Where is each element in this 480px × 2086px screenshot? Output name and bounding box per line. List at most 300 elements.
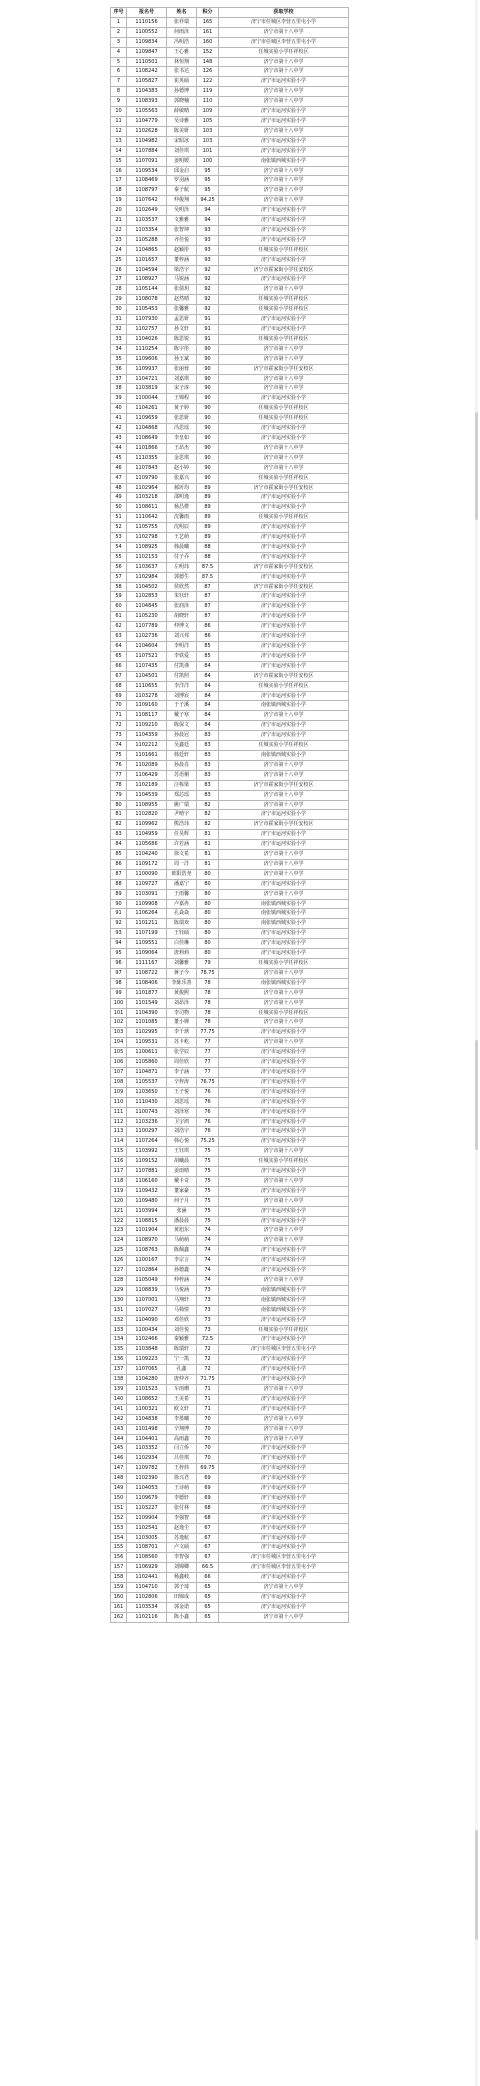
cell-score: 94 [197, 206, 219, 216]
cell-registration-no: 1101661 [127, 750, 167, 760]
cell-school: 济宁市第十八中学 [219, 869, 349, 879]
cell-index: 94 [111, 939, 127, 949]
cell-school: 济宁市运河实验小学 [219, 503, 349, 513]
cell-score: 152 [197, 47, 219, 57]
cell-registration-no: 1110430 [127, 1097, 167, 1107]
table-row [111, 542, 349, 552]
cell-registration-no: 1108970 [127, 1236, 167, 1246]
table-row [111, 1206, 349, 1216]
cell-registration-no: 1107435 [127, 661, 167, 671]
cell-registration-no: 1103534 [127, 1602, 167, 1612]
cell-registration-no: 1104261 [127, 404, 167, 414]
cell-registration-no: 1107001 [127, 1295, 167, 1305]
cell-name: 文雅雅 [167, 216, 197, 226]
cell-school: 济宁市第十八中学 [219, 1384, 349, 1394]
cell-name: 付凯谨 [167, 661, 197, 671]
cell-score: 103 [197, 126, 219, 136]
cell-index: 128 [111, 1276, 127, 1286]
cell-score: 90 [197, 374, 219, 384]
cell-school: 济宁市运河实验小学 [219, 1513, 349, 1523]
cell-index: 150 [111, 1493, 127, 1503]
cell-school: 任城实验小学任祥校区 [219, 305, 349, 315]
table-row [111, 780, 349, 790]
cell-score: 94.25 [197, 196, 219, 206]
cell-index: 38 [111, 384, 127, 394]
cell-name: 潘晨晨 [167, 1216, 197, 1226]
cell-registration-no: 1109847 [127, 47, 167, 57]
cell-name: 赵颖彤 [167, 245, 197, 255]
cell-registration-no: 1104383 [127, 87, 167, 97]
cell-index: 121 [111, 1206, 127, 1216]
cell-score: 72 [197, 1345, 219, 1355]
cell-school: 济宁市运河实验小学 [219, 325, 349, 335]
cell-score: 101 [197, 146, 219, 156]
cell-index: 88 [111, 879, 127, 889]
cell-school: 济宁市运河实验小学 [219, 929, 349, 939]
cell-score: 70 [197, 1454, 219, 1464]
cell-name: 张学辰 [167, 1048, 197, 1058]
cell-school: 济宁市运河实验小学 [219, 939, 349, 949]
cell-index: 4 [111, 47, 127, 57]
cell-score: 75 [197, 1216, 219, 1226]
cell-index: 45 [111, 453, 127, 463]
cell-school: 任城实验小学任祥校区 [219, 513, 349, 523]
cell-index: 144 [111, 1434, 127, 1444]
cell-index: 63 [111, 632, 127, 642]
cell-score: 95 [197, 176, 219, 186]
cell-index: 29 [111, 295, 127, 305]
cell-registration-no: 1100321 [127, 1404, 167, 1414]
cell-index: 139 [111, 1384, 127, 1394]
cell-index: 2 [111, 27, 127, 37]
table-row [111, 473, 349, 483]
cell-registration-no: 1107884 [127, 146, 167, 156]
cell-school: 任城实验小学任祥校区 [219, 473, 349, 483]
table-row [111, 364, 349, 374]
cell-index: 12 [111, 126, 127, 136]
cell-school: 济宁市运河实验小学 [219, 1048, 349, 1058]
cell-name: 张涵 [167, 1206, 197, 1216]
cell-score: 93 [197, 225, 219, 235]
cell-index: 98 [111, 978, 127, 988]
cell-index: 34 [111, 344, 127, 354]
table-row [111, 1295, 349, 1305]
cell-registration-no: 1101866 [127, 443, 167, 453]
cell-school: 济宁市运河实验小学 [219, 107, 349, 117]
cell-school: 南张镇西城实验小学 [219, 156, 349, 166]
cell-index: 48 [111, 483, 127, 493]
cell-index: 27 [111, 275, 127, 285]
cell-name: 李陈乐善 [167, 978, 197, 988]
cell-score: 89 [197, 483, 219, 493]
table-row [111, 889, 349, 899]
cell-school: 济宁市第十八中学 [219, 443, 349, 453]
cell-name: 苏卡屹 [167, 1038, 197, 1048]
cell-index: 156 [111, 1553, 127, 1563]
cell-name: 刘兴邦 [167, 632, 197, 642]
cell-name: 白佳琳 [167, 939, 197, 949]
cell-index: 77 [111, 770, 127, 780]
cell-registration-no: 1102964 [127, 483, 167, 493]
cell-school: 济宁市霍家街小学任安校区 [219, 364, 349, 374]
table-row [111, 1513, 349, 1523]
cell-school: 济宁市第十八中学 [219, 176, 349, 186]
cell-index: 51 [111, 513, 127, 523]
cell-index: 87 [111, 869, 127, 879]
scrollbar-thumb[interactable] [475, 412, 478, 520]
cell-index: 92 [111, 919, 127, 929]
cell-registration-no: 1108652 [127, 1394, 167, 1404]
cell-index: 17 [111, 176, 127, 186]
table-row [111, 661, 349, 671]
cell-name: 王美希 [167, 1394, 197, 1404]
cell-school: 济宁市运河实验小学 [219, 1474, 349, 1484]
cell-school: 济宁市运河实验小学 [219, 424, 349, 434]
table-row [111, 27, 349, 37]
scrollbar-thumb[interactable] [475, 1830, 478, 1940]
table-row [111, 334, 349, 344]
cell-school: 济宁市运河实验小学 [219, 533, 349, 543]
cell-name: 仲博文 [167, 622, 197, 632]
cell-index: 147 [111, 1464, 127, 1474]
cell-index: 136 [111, 1355, 127, 1365]
cell-school: 济宁市第十八中学 [219, 859, 349, 869]
cell-name: 孙德鑫 [167, 1266, 197, 1276]
cell-score: 65 [197, 1612, 219, 1622]
table-row [111, 929, 349, 939]
cell-school: 济宁市运河实验小学 [219, 1246, 349, 1256]
table-row [111, 1553, 349, 1563]
cell-score: 103 [197, 136, 219, 146]
cell-index: 107 [111, 1067, 127, 1077]
cell-score: 91 [197, 315, 219, 325]
cell-score: 110 [197, 97, 219, 107]
cell-name: 张智坤 [167, 225, 197, 235]
cell-registration-no: 1109210 [127, 721, 167, 731]
cell-registration-no: 1105144 [127, 285, 167, 295]
cell-name: 仲俊翔 [167, 196, 197, 206]
cell-score: 94 [197, 216, 219, 226]
cell-school: 济宁市第十八中学 [219, 384, 349, 394]
cell-name: 刘馨雅 [167, 959, 197, 969]
cell-name: 张嘉兴 [167, 473, 197, 483]
cell-school: 任城实验小学任祥校区 [219, 404, 349, 414]
table-row [111, 919, 349, 929]
cell-index: 73 [111, 731, 127, 741]
cell-score: 72.5 [197, 1335, 219, 1345]
cell-score: 73 [197, 1325, 219, 1335]
cell-index: 65 [111, 651, 127, 661]
cell-score: 78 [197, 998, 219, 1008]
table-row [111, 1186, 349, 1196]
cell-name: 郭德生 [167, 572, 197, 582]
cell-index: 59 [111, 592, 127, 602]
cell-registration-no: 1103848 [127, 1345, 167, 1355]
cell-registration-no: 1102984 [127, 572, 167, 582]
cell-index: 28 [111, 285, 127, 295]
cell-registration-no: 1109551 [127, 939, 167, 949]
cell-school: 济宁市运河实验小学 [219, 1375, 349, 1385]
cell-school: 济宁市霍家街小学任安校区 [219, 820, 349, 830]
scrollbar-thumb[interactable] [475, 1040, 478, 1150]
cell-school: 任城实验小学任祥校区 [219, 1157, 349, 1167]
cell-name: 欧阳浩尧 [167, 869, 197, 879]
cell-score: 78 [197, 1018, 219, 1028]
table-row [111, 1067, 349, 1077]
cell-index: 75 [111, 750, 127, 760]
table-row [111, 186, 349, 196]
cell-registration-no: 1108839 [127, 1285, 167, 1295]
table-row [111, 1345, 349, 1355]
cell-registration-no: 1103352 [127, 1444, 167, 1454]
cell-score: 65 [197, 1583, 219, 1593]
table-row [111, 414, 349, 424]
cell-registration-no: 1102995 [127, 1028, 167, 1038]
cell-school: 济宁市运河实验小学 [219, 1454, 349, 1464]
table-row [111, 1018, 349, 1028]
table-row [111, 77, 349, 87]
cell-index: 39 [111, 394, 127, 404]
cell-name: 周一洋 [167, 859, 197, 869]
cell-name: 林恒翔 [167, 57, 197, 67]
cell-registration-no: 1109160 [127, 701, 167, 711]
cell-school: 济宁市运河实验小学 [219, 592, 349, 602]
table-row [111, 760, 349, 770]
cell-score: 122 [197, 77, 219, 87]
table-row [111, 1285, 349, 1295]
cell-score: 89 [197, 533, 219, 543]
cell-registration-no: 1104090 [127, 1315, 167, 1325]
cell-registration-no: 1102541 [127, 1523, 167, 1533]
cell-registration-no: 1109152 [127, 1157, 167, 1167]
cell-registration-no: 1110254 [127, 344, 167, 354]
cell-index: 69 [111, 691, 127, 701]
cell-school: 济宁市任城区李营五里屯小学 [219, 1553, 349, 1563]
cell-score: 75 [197, 1147, 219, 1157]
table-row [111, 1157, 349, 1167]
table-row [111, 602, 349, 612]
cell-name: 刘泽寒 [167, 1107, 197, 1117]
table-row [111, 315, 349, 325]
cell-score: 75.25 [197, 1137, 219, 1147]
table-row [111, 1523, 349, 1533]
cell-score: 69 [197, 1484, 219, 1494]
cell-school: 南张镇西城实验小学 [219, 701, 349, 711]
cell-index: 35 [111, 354, 127, 364]
cell-index: 76 [111, 760, 127, 770]
cell-registration-no: 1100090 [127, 869, 167, 879]
cell-index: 102 [111, 1018, 127, 1028]
cell-score: 75 [197, 1167, 219, 1177]
cell-name: 李铁爱 [167, 651, 197, 661]
table-row [111, 741, 349, 751]
cell-index: 149 [111, 1484, 127, 1494]
cell-index: 115 [111, 1147, 127, 1157]
cell-index: 8 [111, 87, 127, 97]
cell-index: 108 [111, 1077, 127, 1087]
table-row [111, 1137, 349, 1147]
cell-index: 103 [111, 1028, 127, 1038]
cell-school: 济宁市第十八中学 [219, 97, 349, 107]
cell-school: 任城实验小学任祥校区 [219, 245, 349, 255]
table-row [111, 711, 349, 721]
cell-registration-no: 1104721 [127, 374, 167, 384]
table-row [111, 116, 349, 126]
table-row [111, 750, 349, 760]
cell-registration-no: 1108763 [127, 1246, 167, 1256]
cell-index: 13 [111, 136, 127, 146]
cell-name: 任昊辉 [167, 830, 197, 840]
cell-name: 张丽蓉 [167, 364, 197, 374]
cell-registration-no: 1107091 [127, 156, 167, 166]
cell-score: 92 [197, 265, 219, 275]
cell-school: 济宁市第十八中学 [219, 850, 349, 860]
cell-school: 济宁市第十八中学 [219, 1226, 349, 1236]
cell-school: 任城实验小学任祥校区 [219, 295, 349, 305]
cell-score: 76 [197, 1127, 219, 1137]
cell-registration-no: 1101085 [127, 1018, 167, 1028]
cell-name: 于子溪 [167, 701, 197, 711]
cell-school: 济宁市运河实验小学 [219, 731, 349, 741]
cell-score: 86 [197, 622, 219, 632]
table-row [111, 651, 349, 661]
cell-index: 71 [111, 711, 127, 721]
table-row [111, 216, 349, 226]
table-row [111, 17, 349, 27]
cell-index: 157 [111, 1563, 127, 1573]
cell-registration-no: 1104501 [127, 671, 167, 681]
table-row [111, 57, 349, 67]
cell-registration-no: 1109432 [127, 1186, 167, 1196]
cell-registration-no: 1104868 [127, 424, 167, 434]
cell-registration-no: 1105686 [127, 840, 167, 850]
cell-registration-no: 1104871 [127, 1067, 167, 1077]
cell-name: 冯思瑶 [167, 424, 197, 434]
cell-registration-no: 1107264 [127, 1137, 167, 1147]
table-row [111, 1147, 349, 1157]
cell-name: 马锐涵 [167, 275, 197, 285]
table-row [111, 869, 349, 879]
table-row [111, 225, 349, 235]
cell-school: 济宁市第十八中学 [219, 463, 349, 473]
cell-registration-no: 1109937 [127, 364, 167, 374]
cell-index: 44 [111, 443, 127, 453]
cell-index: 135 [111, 1345, 127, 1355]
cell-school: 济宁市运河实验小学 [219, 1464, 349, 1474]
cell-registration-no: 1107027 [127, 1305, 167, 1315]
cell-name: 郭子琦 [167, 1583, 197, 1593]
cell-index: 99 [111, 988, 127, 998]
cell-index: 1 [111, 17, 127, 27]
cell-school: 济宁市第十八中学 [219, 1434, 349, 1444]
table-row [111, 295, 349, 305]
table-row [111, 424, 349, 434]
cell-score: 81 [197, 850, 219, 860]
cell-score: 69 [197, 1493, 219, 1503]
cell-name: 赵然晴 [167, 295, 197, 305]
cell-name: 杨鑫岐 [167, 1573, 197, 1583]
cell-registration-no: 1104959 [127, 830, 167, 840]
cell-name: 王钰硕 [167, 929, 197, 939]
cell-index: 146 [111, 1454, 127, 1464]
cell-registration-no: 1108955 [127, 800, 167, 810]
cell-name: 杨昌橙 [167, 503, 197, 513]
cell-score: 89 [197, 493, 219, 503]
cell-school: 济宁市运河实验小学 [219, 612, 349, 622]
cell-school: 任城实验小学任祥校区 [219, 681, 349, 691]
cell-name: 齐佳悦 [167, 235, 197, 245]
cell-index: 40 [111, 404, 127, 414]
table-row [111, 1196, 349, 1206]
cell-registration-no: 1102820 [127, 810, 167, 820]
cell-registration-no: 1109659 [127, 414, 167, 424]
cell-name: 秦子航 [167, 186, 197, 196]
cell-score: 76 [197, 1117, 219, 1127]
cell-index: 21 [111, 216, 127, 226]
table-row [111, 1048, 349, 1058]
cell-school: 济宁市运河实验小学 [219, 721, 349, 731]
page-scrollbar[interactable] [475, 0, 478, 2086]
table-row [111, 1375, 349, 1385]
cell-registration-no: 1103992 [127, 1147, 167, 1157]
cell-school: 济宁市第十八中学 [219, 374, 349, 384]
cell-score: 80 [197, 939, 219, 949]
cell-index: 22 [111, 225, 127, 235]
cell-index: 131 [111, 1305, 127, 1315]
cell-score: 90 [197, 424, 219, 434]
cell-school: 济宁市运河实验小学 [219, 651, 349, 661]
cell-index: 91 [111, 909, 127, 919]
cell-school: 济宁市运河实验小学 [219, 622, 349, 632]
cell-name: 张书达 [167, 67, 197, 77]
table-row [111, 1404, 349, 1414]
table-row [111, 1167, 349, 1177]
cell-registration-no: 1110156 [127, 17, 167, 27]
cell-name: 田锦成 [167, 1593, 197, 1603]
cell-score: 74 [197, 1236, 219, 1246]
cell-name: 辛翔博 [167, 1424, 197, 1434]
cell-name: 李洋洋 [167, 681, 197, 691]
cell-name: 罗羽涵 [167, 176, 197, 186]
cell-name: 金思琪 [167, 453, 197, 463]
cell-index: 138 [111, 1375, 127, 1385]
cell-school: 济宁市第十八中学 [219, 354, 349, 364]
table-row [111, 731, 349, 741]
table-row [111, 721, 349, 731]
cell-index: 53 [111, 533, 127, 543]
cell-index: 10 [111, 107, 127, 117]
table-row [111, 1602, 349, 1612]
cell-index: 61 [111, 612, 127, 622]
table-row [111, 265, 349, 275]
cell-school: 济宁市第十八中学 [219, 126, 349, 136]
cell-index: 143 [111, 1424, 127, 1434]
cell-school: 济宁市运河实验小学 [219, 1266, 349, 1276]
cell-score: 80 [197, 899, 219, 909]
cell-registration-no: 1105049 [127, 1276, 167, 1286]
table-row [111, 1127, 349, 1137]
cell-registration-no: 1102649 [127, 206, 167, 216]
cell-school: 任城实验小学任祥校区 [219, 1008, 349, 1018]
cell-school: 济宁市运河实验小学 [219, 255, 349, 265]
cell-index: 32 [111, 325, 127, 335]
cell-school: 济宁市运河实验小学 [219, 1503, 349, 1513]
table-row [111, 1612, 349, 1622]
cell-registration-no: 1101523 [127, 1384, 167, 1394]
cell-name: 刘浩宇 [167, 1127, 197, 1137]
cell-index: 95 [111, 949, 127, 959]
cell-index: 141 [111, 1404, 127, 1414]
